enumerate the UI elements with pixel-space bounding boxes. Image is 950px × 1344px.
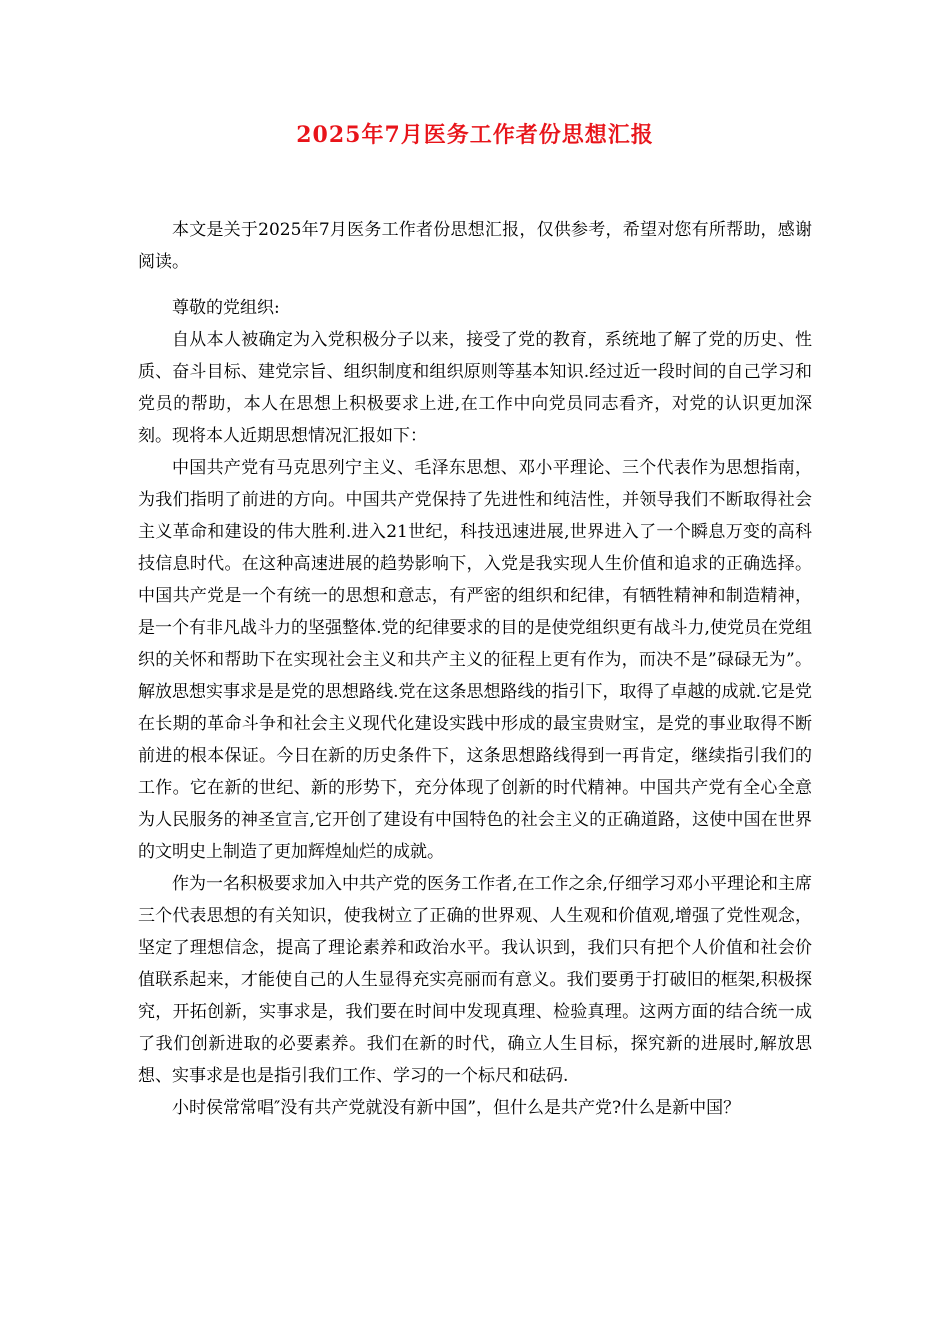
body-paragraph-3: 作为一名积极要求加入中共产党的医务工作者,在工作之余,仔细学习邓小平理论和主席三个代表思想的有关知识，使我树立了正确的世界观、人生观和价值观,增强了党性观念，坚定了理想信念，提高了理论素养和政治水平。我认识到，我们只有把个人价值和社会价值联系起来，才能使自己的人生显得充实亮丽而有意义。我们要勇于打破旧的框架,积极探究，开拓创新，实事求是，我们要在时间中发现真理、检验真理。这两方面的结合统一成了我们创新进取的必要素养。我们在新的时代，确立人生目标，探究新的进展时,解放思想、实事求是也是指引我们工作、学习的一个标尺和砝码. bbox=[138, 874, 812, 1086]
body-paragraph-2: 中国共产党有马克思列宁主义、毛泽东思想、邓小平理论、三个代表作为思想指南，为我们指明了前进的方向。中国共产党保持了先进性和纯洁性，并领导我们不断取得社会主义革命和建设的伟大胜利.进入21世纪，科技迅速进展,世界进入了一个瞬息万变的高科技信息时代。在这种高速进展的趋势影响下，入党是我实现人生价值和追求的正确选择。中国共产党是一个有统一的思想和意志，有严密的组织和纪律，有牺牲精神和制造精神，是一个有非凡战斗力的坚强整体.党的纪律要求的目的是使党组织更有战斗力,使党员在党组织的关怀和帮助下在实现社会主义和共产主义的征程上更有作为，而决不是”碌碌无为”。解放思想实事求是是党的思想路线.党在这条思想路线的指引下，取得了卓越的成就.它是党在长期的革命斗争和社会主义现代化建设实践中形成的最宝贵财宝，是党的事业取得不断前进的根本保证。今日在新的历史条件下，这条思想路线得到一再肯定，继续指引我们的工作。它在新的世纪、新的形势下，充分体现了创新的时代精神。中国共产党有全心全意为人民服务的神圣宣言,它开创了建设有中国特色的社会主义的正确道路，这使中国在世界的文明史上制造了更加辉煌灿烂的成就。 bbox=[138, 458, 812, 862]
document-title: 2025年7月医务工作者份思想汇报 bbox=[296, 122, 654, 148]
salutation: 尊敬的党组织: bbox=[172, 298, 280, 318]
document-body bbox=[138, 214, 812, 1124]
body-paragraph-1: 自从本人被确定为入党积极分子以来，接受了党的教育，系统地了解了党的历史、性质、奋斗目标、建党宗旨、组织制度和组织原则等基本知识.经过近一段时间的自己学习和党员的帮助，本人在思想上积极要求上进,在工作中向党员同志看齐，对党的认识更加深刻。现将本人近期思想情况汇报如下： bbox=[138, 330, 812, 446]
intro-paragraph: 本文是关于2025年7月医务工作者份思想汇报，仅供参考，希望对您有所帮助，感谢阅读。 bbox=[138, 220, 812, 272]
body-paragraph-4: 小时侯常常唱″没有共产党就没有新中国”，但什么是共产党?什么是新中国？ bbox=[172, 1098, 741, 1118]
